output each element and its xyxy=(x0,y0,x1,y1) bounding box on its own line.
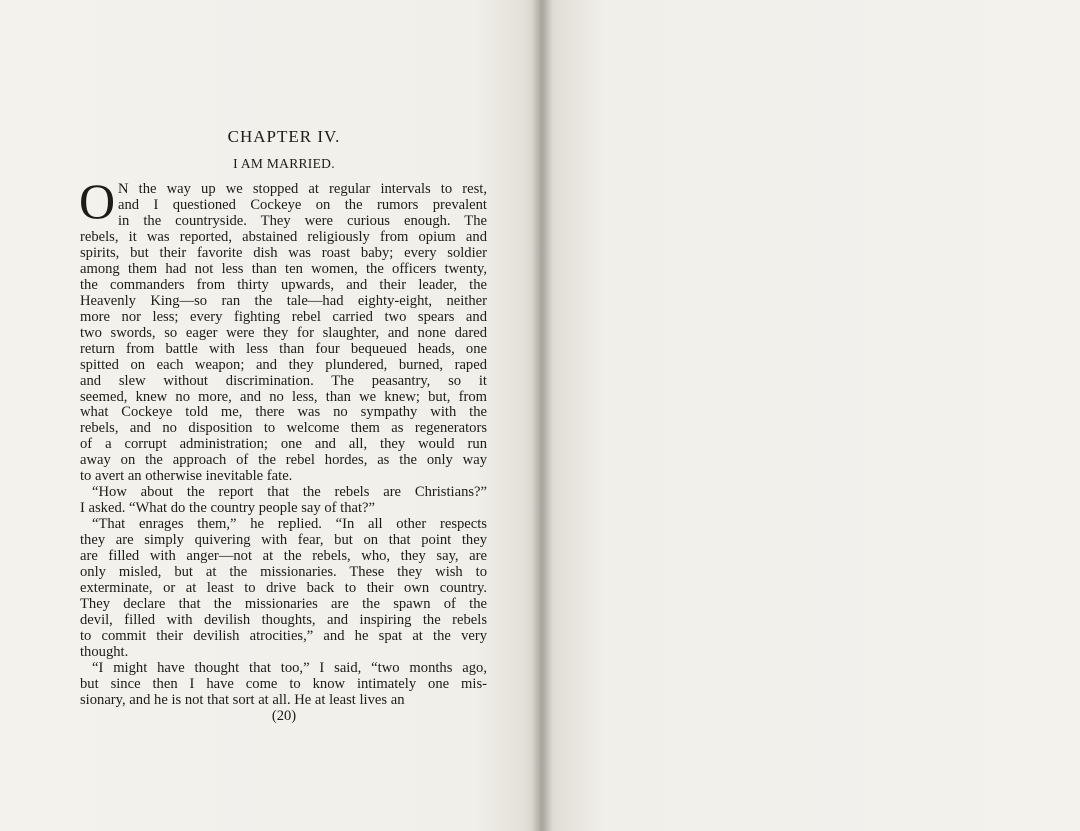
text-line: “That enrages them,” he replied. “In all other respects xyxy=(92,516,487,533)
text-line: to commit their devilish atrocities,” and he spat at the very xyxy=(80,627,487,644)
page-number-left: (20) xyxy=(271,708,297,724)
right-page xyxy=(540,0,1080,831)
text-line: rebels, it was reported, abstained religiously from opium and xyxy=(80,229,487,245)
book-gutter xyxy=(532,0,552,831)
text-line: only misled, but at the missionaries. These they wish to xyxy=(80,564,487,581)
text-line: in the countryside. They were curious enough. The xyxy=(118,212,487,229)
text-line: away on the approach of the rebel hordes, as the only way xyxy=(80,452,487,469)
text-line: exterminate, or at least to drive back to their own country. xyxy=(80,579,487,596)
text-line: Heavenly King—so ran the tale—had eighty-eight, neither xyxy=(80,292,487,309)
text-line: sionary, and he is not that sort at all. He at least lives an xyxy=(80,691,405,708)
text-line: return from battle with less than four bequeued heads, one xyxy=(80,340,487,357)
opening-paragraph xyxy=(118,182,487,230)
text-line: what Cockeye told me, there was no sympathy with the xyxy=(80,404,487,421)
text-line: I asked. “What do the country people say of that?” xyxy=(80,500,376,517)
text-line: but since then I have come to know intimately one mis- xyxy=(80,675,487,692)
left-body-text xyxy=(80,230,487,709)
text-line: They declare that the missionaries are the spawn of the xyxy=(80,595,487,612)
text-line: of a corrupt administration; one and all, they would run xyxy=(80,436,487,453)
text-line: devil, filled with devilish thoughts, and inspiring the rebels xyxy=(80,611,487,628)
text-line: N the way up we stopped at regular intervals to rest, xyxy=(118,181,487,197)
text-line: spitted on each weapon; and they plundered, burned, raped xyxy=(80,356,487,373)
text-line: among them had not less than ten women, the officers twenty, xyxy=(80,260,487,277)
text-line: they are simply quivering with fear, but on that point they xyxy=(80,532,487,549)
text-line: two swords, so eager were they for slaughter, and none dared xyxy=(80,324,487,341)
text-line: more nor less; every fighting rebel carried two spears and xyxy=(80,308,487,325)
text-line: seemed, knew no more, and no less, than we knew; but, from xyxy=(80,388,487,405)
text-line: to avert an otherwise inevitable fate. xyxy=(80,468,293,485)
text-line: spirits, but their favorite dish was roast baby; every soldier xyxy=(80,244,487,261)
text-line: and slew without discrimination. The peasantry, so it xyxy=(80,372,487,389)
text-line: thought. xyxy=(80,643,129,660)
drop-cap: O xyxy=(79,173,116,229)
chapter-subtitle: I AM MARRIED. xyxy=(233,156,335,171)
text-line: “I might have thought that too,” I said, “two months ago, xyxy=(92,659,487,676)
text-line: and I questioned Cockeye on the rumors prevalent xyxy=(118,196,487,213)
text-line: “How about the report that the rebels are Christians?” xyxy=(92,484,487,501)
chapter-title: CHAPTER IV. xyxy=(227,127,341,146)
text-line: rebels, and no disposition to welcome them as regenerators xyxy=(80,420,487,437)
text-line: are filled with anger—not at the rebels, who, they say, are xyxy=(80,548,487,565)
text-line: the commanders from thirty upwards, and their leader, the xyxy=(80,276,487,293)
